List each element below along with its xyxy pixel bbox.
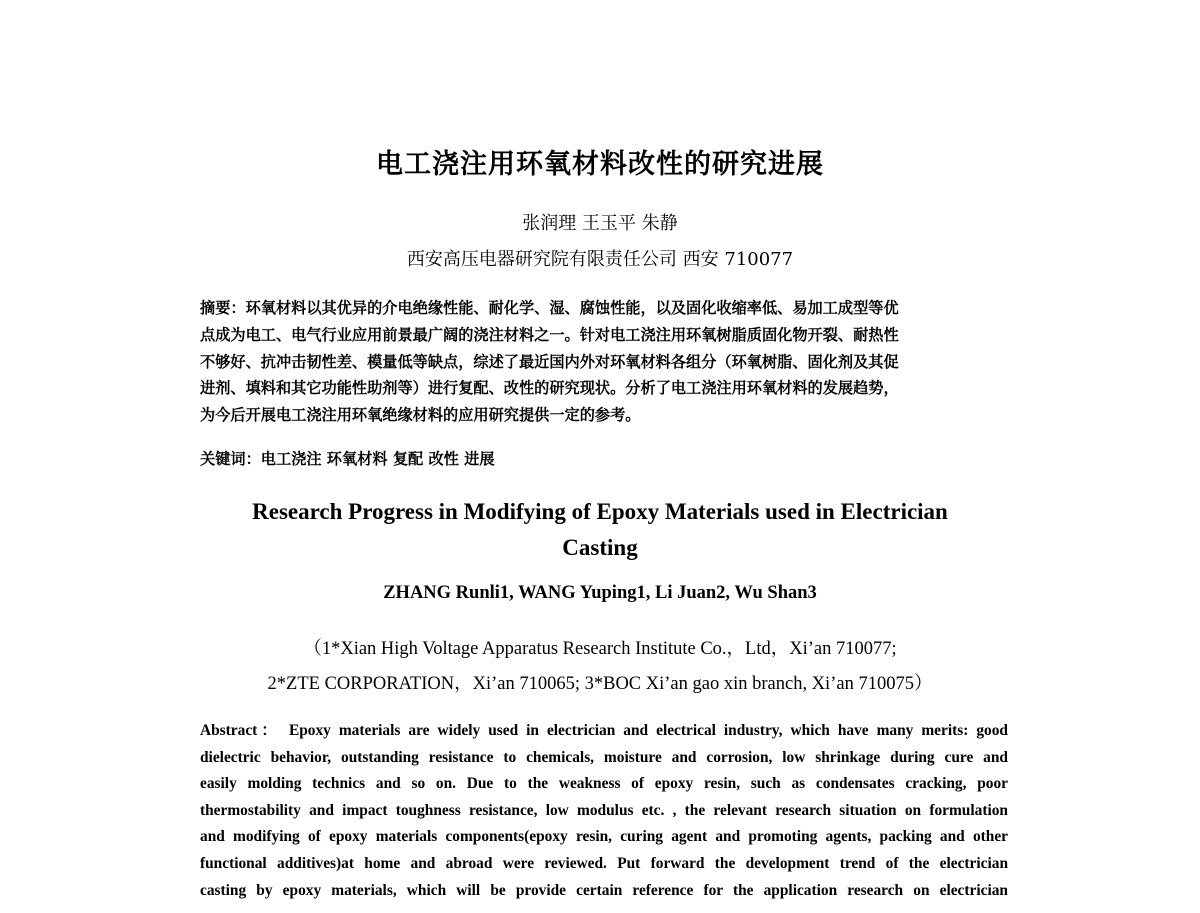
chinese-title: 电工浇注用环氧材料改性的研究进展 — [376, 149, 824, 180]
chinese-abstract-line — [200, 295, 1010, 322]
english-abstract-line: easily molding technics and so on. Due to the weakness of epoxy resin, such as condensates cracking, poor — [200, 775, 1008, 793]
english-abstract-line: thermostability and impact toughness resistance, low modulus etc. , the relevant research situation on formulation — [200, 801, 1008, 819]
chinese-keywords-label: 关键词： — [200, 450, 261, 468]
english-abstract-line: casting by epoxy materials, which will be provide certain reference for the application research on electrician — [200, 881, 1008, 899]
english-title-line: Casting — [562, 535, 638, 560]
english-affiliation — [0, 632, 1200, 702]
chinese-abstract — [200, 295, 1010, 429]
english-abstract — [200, 718, 1008, 904]
english-authors: ZHANG Runli1, WANG Yuping1, Li Juan2, Wu Shan3 — [383, 583, 817, 603]
chinese-authors: 张润理 王玉平 朱静 — [522, 213, 678, 234]
english-abstract-text: Epoxy materials are widely used in electrician and electrical industry, which have many merits: good — [288, 722, 1008, 739]
chinese-abstract-text: 环氧材料以其优异的介电绝缘性能、耐化学、湿、腐蚀性能，以及固化收缩率低、易加工成型等优 — [245, 299, 899, 317]
english-abstract-line: functional additives)at home and abroad were reviewed. Put forward the development trend of the electrician — [200, 854, 1008, 872]
chinese-affiliation: 西安高压电器研究院有限责任公司 西安 710077 — [406, 249, 794, 270]
english-abstract-line: dielectric behavior, outstanding resistance to chemicals, moisture and corrosion, low shrinkage during cure and — [200, 748, 1008, 766]
english-abstract-line — [200, 718, 1008, 745]
chinese-abstract-label: 摘要： — [200, 299, 246, 317]
chinese-keywords — [200, 448, 495, 469]
chinese-abstract-line: 为今后开展电工浇注用环氧绝缘材料的应用研究提供一定的参考。 — [200, 406, 641, 425]
english-abstract-label: Abstract： — [200, 722, 281, 739]
chinese-abstract-line: 进剂、填料和其它功能性助剂等）进行复配、改性的研究现状。分析了电工浇注用环氧材料的发展趋势， — [200, 379, 899, 398]
english-title-line: Research Progress in Modifying of Epoxy Materials used in Electrician — [252, 499, 948, 524]
chinese-abstract-line: 不够好、抗冲击韧性差、模量低等缺点，综述了最近国内外对环氧材料各组分（环氧树脂、固化剂及其促 — [200, 352, 899, 371]
chinese-keywords-text: 电工浇注 环氧材料 复配 改性 进展 — [260, 450, 495, 468]
english-abstract-line: and modifying of epoxy materials components(epoxy resin, curing agent and promoting agents, packing and other — [200, 828, 1008, 846]
chinese-abstract-line: 点成为电工、电气行业应用前景最广阔的浇注材料之一。针对电工浇注用环氧树脂质固化物开裂、耐热性 — [200, 325, 899, 344]
english-title — [0, 494, 1200, 566]
english-affiliation-line: 2*ZTE CORPORATION，Xi’an 710065; 3*BOC Xi’an gao xin branch, Xi’an 710075） — [267, 674, 933, 694]
english-affiliation-line: （1*Xian High Voltage Apparatus Research Institute Co.，Ltd，Xi’an 710077; — [303, 639, 897, 659]
